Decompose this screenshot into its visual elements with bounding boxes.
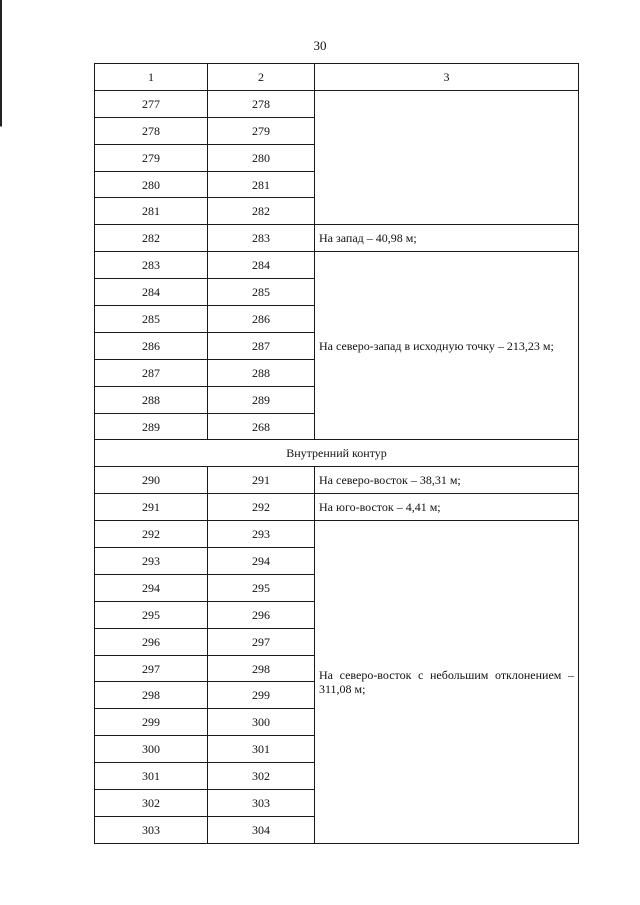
point-to: 285	[208, 279, 315, 306]
point-to: 284	[208, 252, 315, 279]
point-from: 282	[95, 225, 208, 252]
point-from: 295	[95, 601, 208, 628]
point-from: 293	[95, 548, 208, 575]
point-to: 268	[208, 413, 315, 440]
point-from: 283	[95, 252, 208, 279]
point-from: 286	[95, 332, 208, 359]
point-to: 297	[208, 628, 315, 655]
point-to: 283	[208, 225, 315, 252]
point-to: 296	[208, 601, 315, 628]
point-to: 294	[208, 548, 315, 575]
point-from: 291	[95, 494, 208, 521]
point-from: 278	[95, 117, 208, 144]
point-to: 280	[208, 144, 315, 171]
point-from: 280	[95, 171, 208, 198]
point-to: 295	[208, 574, 315, 601]
description: На северо-восток – 38,31 м;	[315, 467, 579, 494]
point-to: 299	[208, 682, 315, 709]
point-from: 279	[95, 144, 208, 171]
point-from: 300	[95, 736, 208, 763]
point-from: 277	[95, 90, 208, 117]
point-from: 303	[95, 816, 208, 843]
point-from: 299	[95, 709, 208, 736]
column-header-1: 1	[95, 64, 208, 91]
table-row	[95, 494, 579, 521]
point-from: 290	[95, 467, 208, 494]
description: На запад – 40,98 м;	[315, 225, 579, 252]
point-from: 281	[95, 198, 208, 225]
scan-edge-mark	[0, 0, 2, 905]
point-to: 300	[208, 709, 315, 736]
point-to: 281	[208, 171, 315, 198]
point-to: 278	[208, 90, 315, 117]
point-from: 284	[95, 279, 208, 306]
table-row	[95, 521, 579, 548]
section-title: Внутренний контур	[95, 440, 579, 467]
point-to: 298	[208, 655, 315, 682]
point-to: 302	[208, 763, 315, 790]
header-row	[95, 64, 579, 91]
point-to: 287	[208, 332, 315, 359]
point-from: 289	[95, 413, 208, 440]
table-row	[95, 90, 579, 117]
point-from: 302	[95, 790, 208, 817]
point-from: 285	[95, 306, 208, 333]
column-header-2: 2	[208, 64, 315, 91]
point-from: 301	[95, 763, 208, 790]
column-header-3: 3	[315, 64, 579, 91]
point-from: 296	[95, 628, 208, 655]
boundary-table	[94, 63, 579, 844]
point-to: 288	[208, 359, 315, 386]
section-row	[95, 440, 579, 467]
table-row	[95, 467, 579, 494]
point-from: 292	[95, 521, 208, 548]
point-to: 301	[208, 736, 315, 763]
point-to: 291	[208, 467, 315, 494]
point-to: 303	[208, 790, 315, 817]
point-to: 304	[208, 816, 315, 843]
point-to: 286	[208, 306, 315, 333]
description-empty	[315, 90, 579, 224]
point-from: 287	[95, 359, 208, 386]
point-to: 293	[208, 521, 315, 548]
description: На северо-запад в исходную точку – 213,23 м;	[315, 252, 579, 440]
point-from: 298	[95, 682, 208, 709]
point-to: 282	[208, 198, 315, 225]
point-from: 288	[95, 386, 208, 413]
point-to: 292	[208, 494, 315, 521]
point-from: 294	[95, 574, 208, 601]
point-to: 279	[208, 117, 315, 144]
table-row	[95, 252, 579, 279]
description: На северо-восток с небольшим отклонением – 311,08 м;	[315, 521, 579, 844]
description: На юго-восток – 4,41 м;	[315, 494, 579, 521]
point-from: 297	[95, 655, 208, 682]
point-to: 289	[208, 386, 315, 413]
page-number: 30	[313, 38, 327, 53]
table-row	[95, 225, 579, 252]
